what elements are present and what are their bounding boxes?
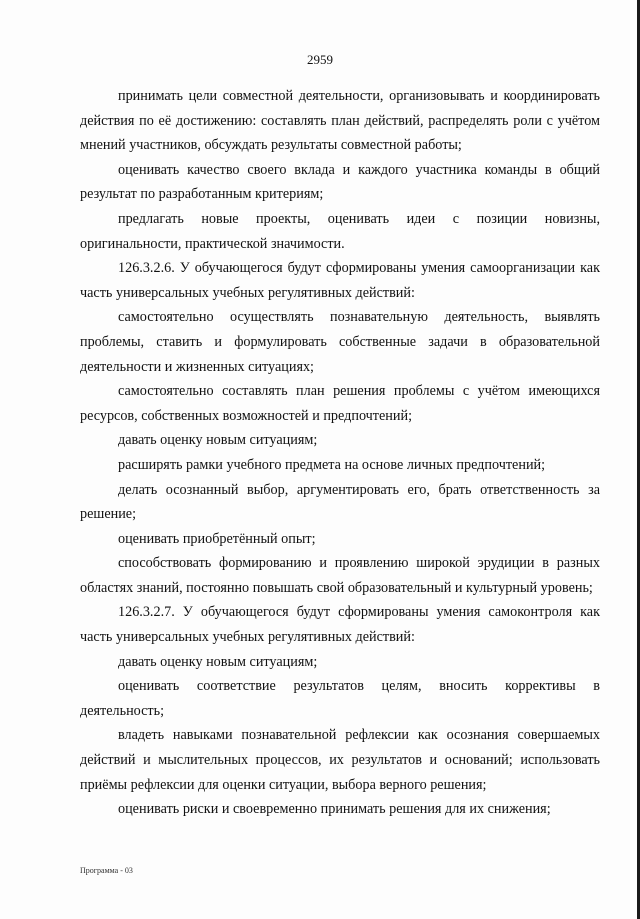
paragraph: 126.3.2.7. У обучающегося будут сформированы умения самоконтроля как часть универсальных учебных регулятивных действий: <box>80 604 600 646</box>
paragraph: принимать цели совместной деятельности, организовывать и координировать действия по её достижению: составлять план действий, распределять роли с учётом мнений участников, обсуждать результаты совместной работы; <box>80 88 600 154</box>
paragraph: самостоятельно составлять план решения проблемы с учётом имеющихся ресурсов, собственных возможностей и предпочтений; <box>80 383 600 424</box>
page-number: 2959 <box>307 52 333 67</box>
paragraph: владеть навыками познавательной рефлексии как осознания совершаемых действий и мыслительных процессов, их результатов и оснований; использовать приёмы рефлексии для оценки ситуации, выбора верного решения; <box>80 727 600 793</box>
paragraph: оценивать соответствие результатов целям, вносить коррективы в деятельность; <box>80 678 600 719</box>
paragraph: оценивать приобретённый опыт; <box>118 530 316 547</box>
paragraph: делать осознанный выбор, аргументировать его, брать ответственность за решение; <box>80 481 600 523</box>
paragraph: давать оценку новым ситуациям; <box>118 432 318 449</box>
paragraph: 126.3.2.6. У обучающегося будут сформированы умения самоорганизации как часть универсальных учебных регулятивных действий: <box>80 260 600 301</box>
body-text <box>80 84 600 822</box>
paragraph: давать оценку новым ситуациям; <box>118 653 318 670</box>
paragraph: оценивать риски и своевременно принимать решения для их снижения; <box>118 801 551 818</box>
paragraph: предлагать новые проекты, оценивать идеи с позиции новизны, оригинальности, практической значимости. <box>80 210 600 252</box>
footer-note: Программа - 03 <box>80 866 133 875</box>
paragraph: расширять рамки учебного предмета на основе личных предпочтений; <box>118 456 546 473</box>
paragraph: способствовать формированию и проявлению широкой эрудиции в разных областях знаний, постоянно повышать свой образовательный и культурный уровень; <box>80 555 600 596</box>
paragraph: самостоятельно осуществлять познавательную деятельность, выявлять проблемы, ставить и формулировать собственные задачи в образовательной деятельности и жизненных ситуациях; <box>80 309 600 375</box>
paragraph: оценивать качество своего вклада и каждого участника команды в общий результат по разработанным критериям; <box>80 161 600 203</box>
